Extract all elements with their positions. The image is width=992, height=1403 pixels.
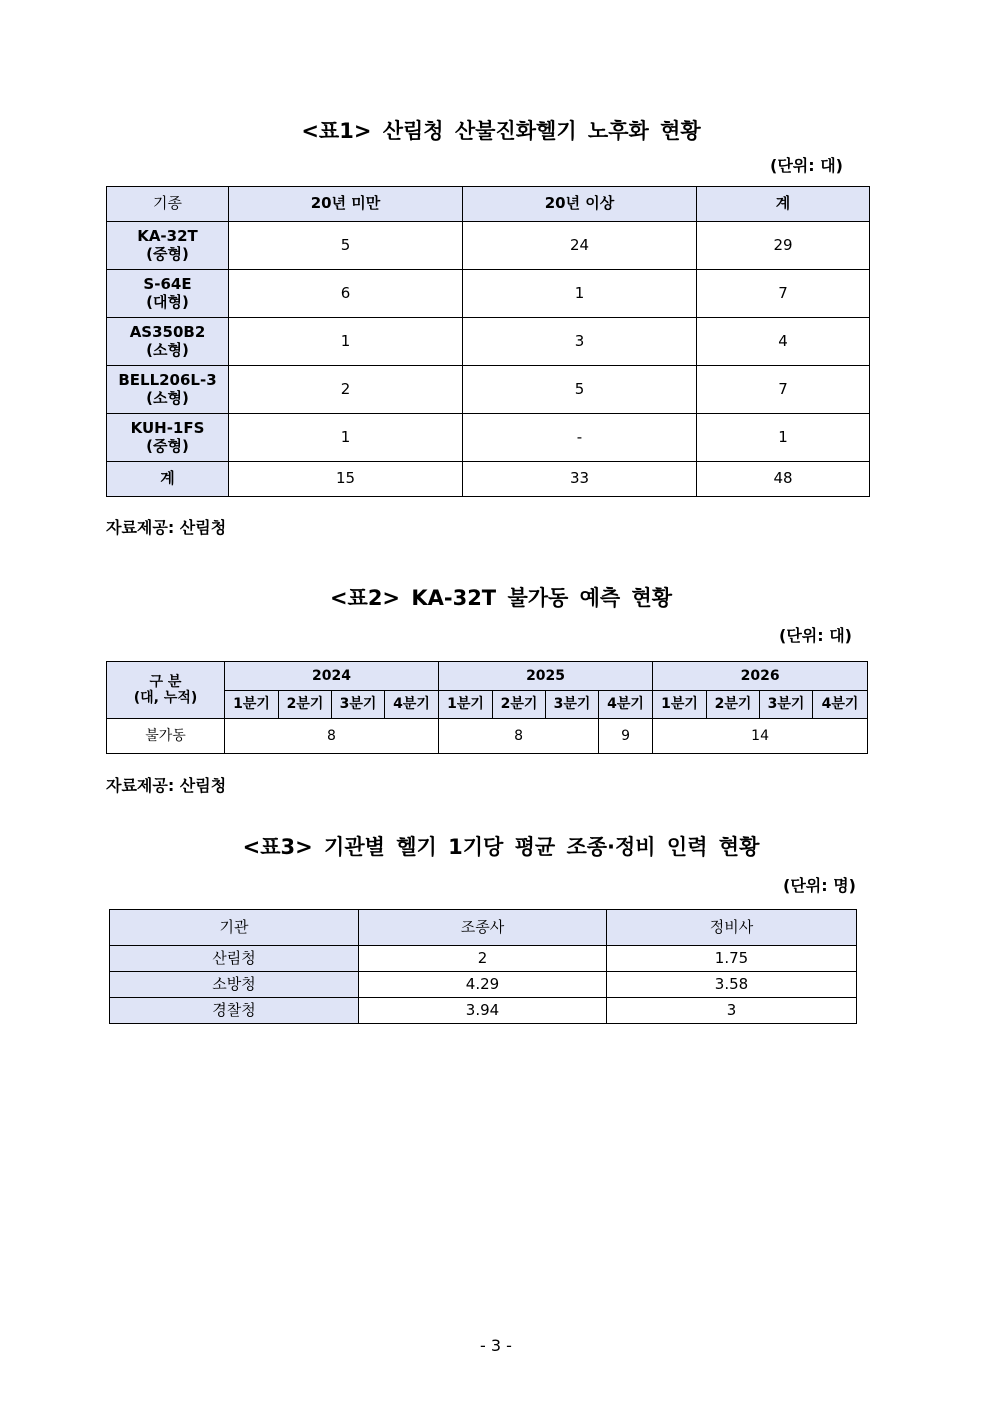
- t1-row-label: [107, 222, 229, 270]
- t2-cell-2025-q4: 9: [599, 719, 653, 754]
- t2-corner: [107, 662, 225, 719]
- table-row: [107, 366, 870, 414]
- t3-header-pilots: 조종사: [359, 910, 607, 946]
- t2-quarter: 4분기: [813, 691, 868, 719]
- table-row: [110, 998, 857, 1024]
- t3-cell: 3.94: [359, 998, 607, 1024]
- model-name: KA-32T: [137, 227, 198, 246]
- t2-cell-2024: 8: [225, 719, 439, 754]
- t2-corner-line1: 구 분: [149, 673, 182, 690]
- t2-quarter: 4분기: [385, 691, 439, 719]
- t1-cell: 15: [229, 462, 463, 497]
- table-row: [107, 270, 870, 318]
- model-size: (소형): [146, 340, 189, 359]
- t2-quarter: 1분기: [653, 691, 707, 719]
- t2-row-label: 불가동: [107, 719, 225, 754]
- table-row: [110, 946, 857, 972]
- t1-cell: 7: [697, 270, 870, 318]
- table1-title: <표1> 산림청 산불진화헬기 노후화 현황: [301, 119, 701, 143]
- table-row: [107, 414, 870, 462]
- table-row: [107, 318, 870, 366]
- t1-row-label: [107, 270, 229, 318]
- t1-cell: -: [463, 414, 697, 462]
- table1-source: 자료제공: 산림청: [106, 518, 227, 537]
- table-row: [107, 222, 870, 270]
- t2-quarter: 2분기: [493, 691, 546, 719]
- model-name: KUH-1FS: [130, 419, 205, 438]
- t3-cell: 3.58: [607, 972, 857, 998]
- t1-header-under20: 20년 미만: [229, 187, 463, 222]
- t1-cell: 7: [697, 366, 870, 414]
- t1-cell: 1: [697, 414, 870, 462]
- t2-quarter: 3분기: [546, 691, 599, 719]
- t3-header-agency: 기관: [110, 910, 359, 946]
- model-size: (중형): [146, 244, 189, 263]
- table3-title: <표3> 기관별 헬기 1기당 평균 조종·정비 인력 현황: [242, 835, 760, 859]
- t2-year-2024: 2024: [225, 662, 439, 691]
- model-name: AS350B2: [129, 323, 206, 342]
- t3-agency: 소방청: [110, 972, 359, 998]
- table3: [109, 909, 857, 1024]
- table2-source: 자료제공: 산림청: [106, 776, 227, 795]
- t2-quarter: 1분기: [225, 691, 279, 719]
- table1: [106, 186, 870, 497]
- t2-quarter: 3분기: [332, 691, 385, 719]
- page-number: - 3 -: [480, 1336, 512, 1355]
- t1-cell: 1: [229, 318, 463, 366]
- t2-corner-line2: (대, 누적): [133, 690, 198, 706]
- t1-cell: 48: [697, 462, 870, 497]
- t1-cell: 2: [229, 366, 463, 414]
- t3-header-mechanics: 정비사: [607, 910, 857, 946]
- model-size: (대형): [146, 292, 189, 311]
- t2-year-2025: 2025: [439, 662, 653, 691]
- t1-row-label: [107, 318, 229, 366]
- t1-cell: 3: [463, 318, 697, 366]
- t2-quarter: 2분기: [707, 691, 760, 719]
- t2-cell-2025-q1-q3: 8: [439, 719, 599, 754]
- table-row: [110, 972, 857, 998]
- table2-title: <표2> KA-32T 불가동 예측 현황: [329, 586, 673, 610]
- t1-total-label: 계: [107, 462, 229, 497]
- t1-header-total: 계: [697, 187, 870, 222]
- t1-row-label: [107, 414, 229, 462]
- table-total-row: [107, 462, 870, 497]
- t3-agency: 산림청: [110, 946, 359, 972]
- table-row: [107, 719, 868, 754]
- t1-row-label: [107, 366, 229, 414]
- t1-cell: 24: [463, 222, 697, 270]
- t1-cell: 5: [463, 366, 697, 414]
- t2-quarter: 1분기: [439, 691, 493, 719]
- t2-quarter: 3분기: [760, 691, 813, 719]
- model-name: BELL206L-3: [118, 371, 217, 390]
- t1-cell: 29: [697, 222, 870, 270]
- t2-quarter: 2분기: [279, 691, 332, 719]
- t2-year-2026: 2026: [653, 662, 868, 691]
- t3-cell: 2: [359, 946, 607, 972]
- t2-cell-2026: 14: [653, 719, 868, 754]
- t3-cell: 1.75: [607, 946, 857, 972]
- t1-cell: 5: [229, 222, 463, 270]
- t1-cell: 33: [463, 462, 697, 497]
- model-size: (중형): [146, 436, 189, 455]
- model-size: (소형): [146, 388, 189, 407]
- t1-cell: 1: [229, 414, 463, 462]
- t3-cell: 4.29: [359, 972, 607, 998]
- table2-unit: (단위: 대): [779, 626, 852, 645]
- t1-cell: 1: [463, 270, 697, 318]
- t3-agency: 경찰청: [110, 998, 359, 1024]
- t1-header-over20: 20년 이상: [463, 187, 697, 222]
- t1-header-model: 기종: [107, 187, 229, 222]
- table2: [106, 661, 868, 754]
- t3-cell: 3: [607, 998, 857, 1024]
- t2-quarter: 4분기: [599, 691, 653, 719]
- t1-cell: 6: [229, 270, 463, 318]
- table1-unit: (단위: 대): [770, 156, 843, 175]
- model-name: S-64E: [143, 275, 192, 294]
- table3-unit: (단위: 명): [783, 876, 856, 895]
- t1-cell: 4: [697, 318, 870, 366]
